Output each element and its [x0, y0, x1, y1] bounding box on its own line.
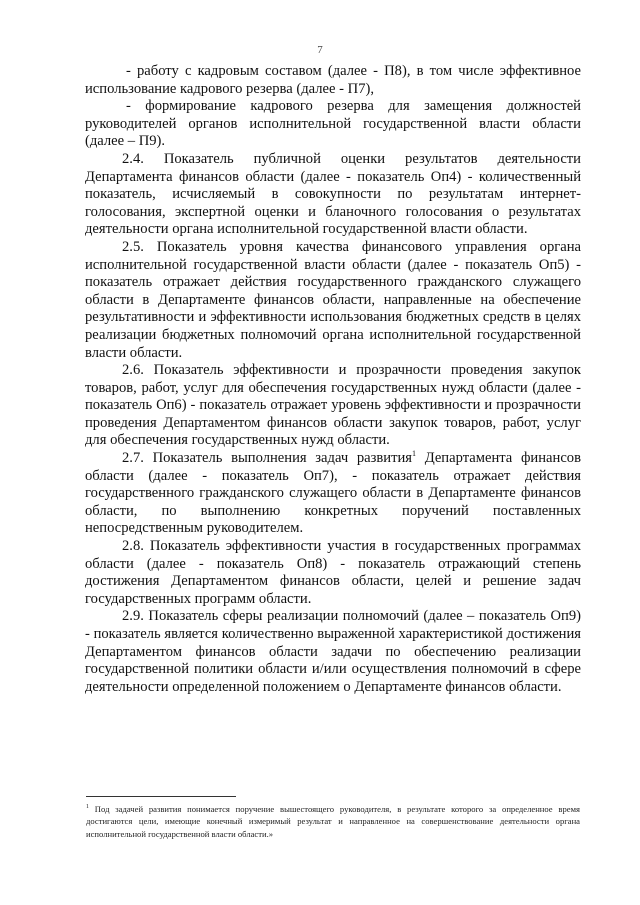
list-item-p8: - работу с кадровым составом (далее - П8), в том числе эффективное использование кадрового резерва (далее - П7),: [85, 63, 581, 97]
document-body: [85, 63, 581, 696]
footnote-reference: 1: [412, 449, 417, 459]
footnote: [86, 803, 580, 840]
footnote-text: Под задачей развития понимается поручение вышестоящего руководителя, в результате которого за определенное время достигаются цели, имеющие конечный измеримый результат и направленное на совершенствование деятельности органа исполнительной государственной власти области.»: [86, 804, 580, 839]
page-number: 7: [317, 44, 323, 56]
paragraph-2-5: 2.5. Показатель уровня качества финансового управления органа исполнительной государственной власти области (далее - показатель Оп5) - показатель отражает действия государственного гражданского служащего области в Департаменте финансов области, направленные на обеспечение результативности и эффективности использования бюджетных средств в целях реализации бюджетных полномочий органа исполнительной государственной власти области.: [85, 238, 581, 361]
footnote-divider: [86, 796, 236, 797]
paragraph-2-4: 2.4. Показатель публичной оценки результатов деятельности Департамента финансов области (далее - показатель Оп4) - количественный показатель, исчисляемый в совокупности по результатам интернет-голосования, экспертной оценки и бланочного голосования о результатах деятельности органа исполнительной государственной власти области.: [85, 150, 581, 238]
list-item-p9: - формирование кадрового резерва для замещения должностей руководителей органов исполнительной государственной власти области (далее – П9).: [85, 98, 581, 150]
paragraph-2-7-end: Департамента финансов области (далее - показатель Оп7), - показатель отражает действия государственного гражданского служащего области в Департаменте финансов области, по выполнению конкретных поручений поставленных непосредственным руководителем.: [85, 450, 581, 537]
footnote-marker: 1: [86, 804, 89, 811]
paragraph-2-7: [85, 450, 581, 538]
paragraph-2-7-start: 2.7. Показатель выполнения задач развития: [122, 450, 413, 467]
paragraph-2-8: 2.8. Показатель эффективности участия в государственных программах области (далее - показатель Оп8) - показатель отражающий степень достижения Департаментом финансов области, целей и решение задач государственных программ области.: [85, 538, 581, 607]
paragraph-2-9: 2.9. Показатель сферы реализации полномочий (далее – показатель Оп9) - показатель является количественно выраженной характеристикой достижения Департаментом финансов области задачи по обеспечению реализации государственной политики области и/или осуществления полномочий в сфере деятельности определенной положением о Департаменте финансов области.: [85, 608, 581, 695]
paragraph-2-6: 2.6. Показатель эффективности и прозрачности проведения закупок товаров, работ, услуг для обеспечения государственных нужд области (далее - показатель Оп6) - показатель отражает уровень эффективности и прозрачности проведения Департаментом финансов области закупок товаров, работ, услуг для обеспечения государственных нужд области.: [85, 362, 581, 449]
